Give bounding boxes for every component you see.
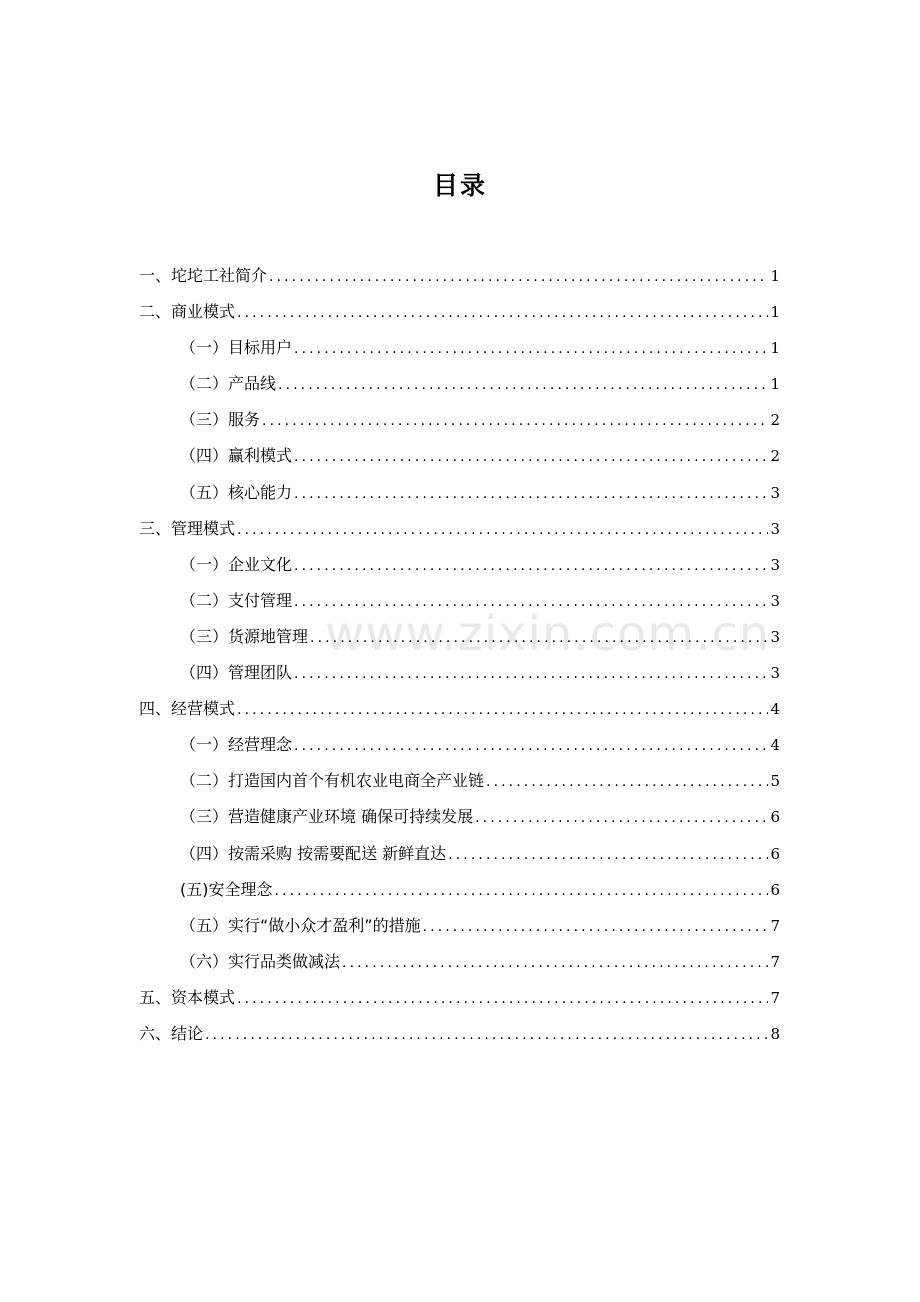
- toc-dot-leader: [237, 692, 768, 728]
- toc-dot-leader: [448, 837, 768, 873]
- toc-entry-page: 6: [770, 808, 780, 827]
- toc-dot-leader: [237, 295, 768, 331]
- toc-entry[interactable]: [139, 944, 780, 980]
- toc-dot-leader: [294, 331, 768, 367]
- toc-entry-page: 7: [770, 952, 780, 971]
- toc-entry[interactable]: [139, 330, 780, 366]
- toc-dot-leader: [269, 259, 768, 295]
- toc-entry-label: （二）产品线: [180, 374, 277, 394]
- toc-entry-page: 1: [770, 267, 780, 285]
- toc-entry-page: 7: [770, 916, 780, 935]
- toc-dot-leader: [475, 800, 768, 836]
- toc-entry-label: 一、坨坨工社简介: [139, 266, 268, 285]
- toc-dot-leader: [237, 981, 768, 1017]
- toc-entry-label: （一）目标用户: [180, 338, 293, 358]
- toc-entry-page: 7: [770, 988, 780, 1007]
- toc-dot-leader: [237, 512, 768, 548]
- toc-entry-label: （三）营造健康产业环境 确保可持续发展: [180, 807, 474, 827]
- toc-entry-label: 六、结论: [139, 1023, 204, 1043]
- toc-dot-leader: [342, 945, 768, 981]
- toc-entry[interactable]: [139, 258, 780, 294]
- toc-entry-label: （六）实行品类做减法: [180, 951, 341, 971]
- toc-entry-label: （五）核心能力: [180, 482, 293, 502]
- toc-entry-page: 3: [770, 555, 780, 574]
- toc-entry[interactable]: [139, 366, 780, 402]
- toc-entry[interactable]: [139, 908, 780, 944]
- toc-entry-label: （四）按需采购 按需要配送 新鲜直达: [180, 843, 447, 863]
- toc-dot-leader: [310, 620, 768, 656]
- toc-dot-leader: [294, 584, 768, 620]
- toc-entry[interactable]: [139, 1016, 780, 1052]
- toc-entry-label: （四）管理团队: [180, 663, 293, 683]
- toc-entry-page: 8: [770, 1024, 780, 1043]
- toc-entry[interactable]: [139, 763, 780, 799]
- toc-dot-leader: [423, 909, 769, 945]
- page-title: 目录: [432, 171, 487, 200]
- toc-entry-label: （一）经营理念: [180, 735, 293, 755]
- toc-entry-page: 1: [770, 375, 780, 394]
- toc-dot-leader: [275, 873, 769, 909]
- toc-entry-page: 3: [770, 519, 780, 538]
- toc-entry-page: 3: [770, 664, 780, 683]
- toc-entry[interactable]: [139, 402, 780, 438]
- toc-entry[interactable]: [139, 691, 780, 727]
- toc-entry[interactable]: [139, 583, 780, 619]
- toc-entry-label: （三）服务: [180, 410, 261, 430]
- toc-entry-label: （三）货源地管理: [180, 626, 309, 646]
- toc-entry-label: (五)安全理念: [180, 879, 273, 899]
- toc-entry[interactable]: [139, 727, 780, 763]
- toc-dot-leader: [205, 1017, 768, 1053]
- toc-entry-page: 2: [770, 447, 780, 466]
- toc-entry[interactable]: [139, 836, 780, 872]
- toc-entry-label: （四）赢利模式: [180, 446, 293, 466]
- toc-dot-leader: [486, 764, 768, 800]
- toc-entry[interactable]: [139, 980, 780, 1016]
- toc-entry-page: 3: [770, 591, 780, 610]
- table-of-contents: [139, 258, 780, 1052]
- toc-entry-page: 3: [770, 627, 780, 646]
- toc-entry[interactable]: [139, 799, 780, 835]
- toc-entry[interactable]: [139, 619, 780, 655]
- toc-entry[interactable]: [139, 511, 780, 547]
- toc-entry-label: 五、资本模式: [139, 987, 236, 1007]
- toc-entry-page: 6: [770, 880, 780, 899]
- toc-entry-label: 二、商业模式: [139, 302, 236, 322]
- toc-entry[interactable]: [139, 438, 780, 474]
- toc-entry-label: 三、管理模式: [139, 518, 236, 538]
- toc-entry[interactable]: [139, 872, 780, 908]
- toc-dot-leader: [294, 548, 768, 584]
- toc-entry[interactable]: [139, 475, 780, 511]
- toc-entry-page: 3: [770, 483, 780, 502]
- toc-entry-label: 四、经营模式: [139, 699, 236, 719]
- watermark: www.zixin.com.cn: [325, 606, 771, 662]
- toc-dot-leader: [294, 656, 768, 692]
- toc-entry[interactable]: [139, 547, 780, 583]
- toc-dot-leader: [278, 367, 768, 403]
- toc-entry[interactable]: [139, 655, 780, 691]
- toc-entry-page: 1: [770, 339, 780, 358]
- toc-dot-leader: [294, 476, 768, 512]
- toc-dot-leader: [294, 439, 768, 475]
- toc-entry-page: 1: [770, 303, 780, 322]
- toc-entry-page: 4: [770, 700, 780, 719]
- toc-entry-label: （二）打造国内首个有机农业电商全产业链: [180, 771, 485, 791]
- toc-entry-label: （二）支付管理: [180, 590, 293, 610]
- toc-entry-page: 6: [770, 844, 780, 863]
- toc-entry[interactable]: [139, 294, 780, 330]
- toc-dot-leader: [294, 728, 768, 764]
- toc-entry-page: 5: [770, 772, 780, 791]
- toc-entry-page: 2: [770, 411, 780, 430]
- toc-dot-leader: [262, 403, 768, 439]
- toc-entry-label: （一）企业文化: [180, 554, 293, 574]
- toc-entry-page: 4: [770, 736, 780, 755]
- toc-entry-label: （五）实行“做小众才盈利”的措施: [180, 915, 421, 935]
